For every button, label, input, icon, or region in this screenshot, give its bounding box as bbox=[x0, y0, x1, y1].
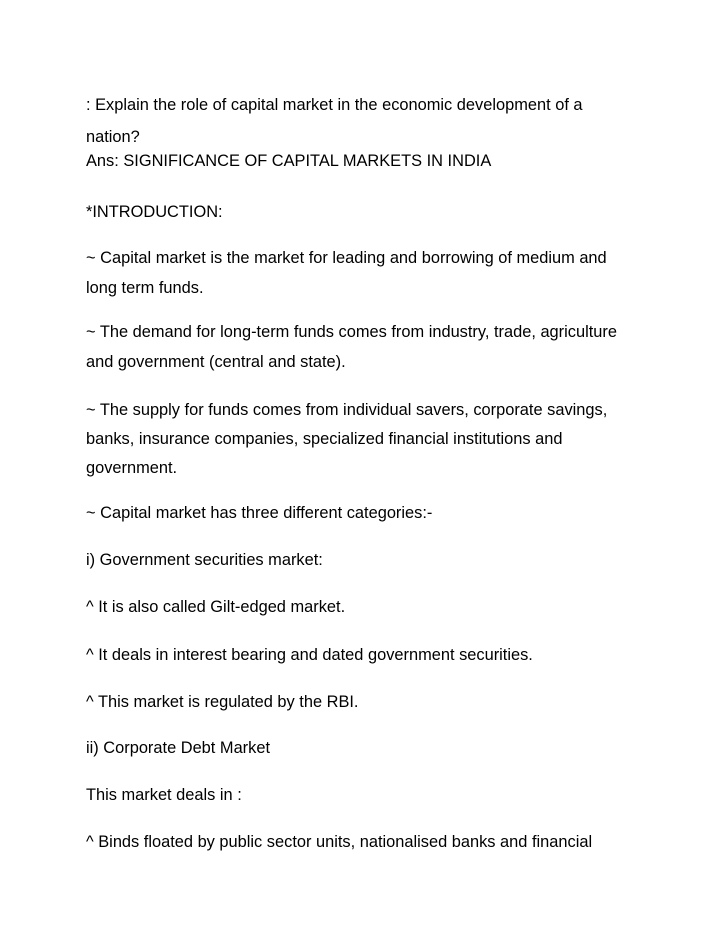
paragraph-4-line-1: ~ Capital market has three different categories:- bbox=[86, 504, 433, 522]
paragraph-3-line-1: ~ The supply for funds comes from individual savers, corporate savings, bbox=[86, 401, 608, 419]
corporate-debt-point-1: ^ Binds floated by public sector units, nationalised banks and financial bbox=[86, 833, 593, 851]
paragraph-3-line-2: banks, insurance companies, specialized financial institutions and bbox=[86, 430, 563, 448]
question-line-2: nation? bbox=[86, 128, 140, 146]
gov-securities-point-1: ^ It is also called Gilt-edged market. bbox=[86, 598, 346, 616]
paragraph-3-line-3: government. bbox=[86, 459, 178, 477]
corporate-debt-heading: ii) Corporate Debt Market bbox=[86, 739, 271, 757]
gov-securities-point-3: ^ This market is regulated by the RBI. bbox=[86, 693, 359, 711]
paragraph-1-line-2: long term funds. bbox=[86, 279, 204, 297]
introduction-heading: *INTRODUCTION: bbox=[86, 203, 223, 221]
corporate-debt-intro: This market deals in : bbox=[86, 786, 242, 804]
paragraph-1-line-1: ~ Capital market is the market for leading and borrowing of medium and bbox=[86, 249, 607, 267]
paragraph-2-line-1: ~ The demand for long-term funds comes from industry, trade, agriculture bbox=[86, 323, 617, 341]
gov-securities-heading: i) Government securities market: bbox=[86, 551, 323, 569]
question-line-1: : Explain the role of capital market in the economic development of a bbox=[86, 96, 583, 114]
paragraph-2-line-2: and government (central and state). bbox=[86, 353, 346, 371]
gov-securities-point-2: ^ It deals in interest bearing and dated government securities. bbox=[86, 646, 533, 664]
answer-heading: Ans: SIGNIFICANCE OF CAPITAL MARKETS IN INDIA bbox=[86, 152, 492, 170]
